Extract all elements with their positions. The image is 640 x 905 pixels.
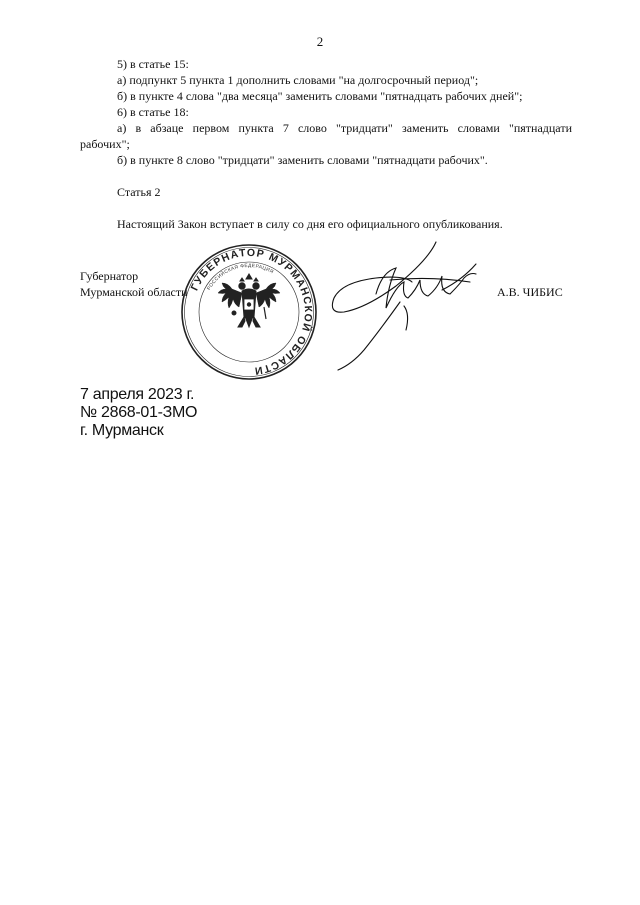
amendment-item-6a-line1: а) в абзаце первом пункта 7 слово "тридцати" заменить словами "пятнадцати xyxy=(117,121,572,135)
signatory-title-line1: Губернатор xyxy=(80,269,139,283)
amendment-item-5b: б) в пункте 4 слова "два месяца" заменить словами "пятнадцать рабочих дней"; xyxy=(117,89,523,103)
amendment-item-6b: б) в пункте 8 слово "тридцати" заменить словами "пятнадцати рабочих". xyxy=(117,153,488,167)
signatory-title xyxy=(80,268,188,300)
spacer xyxy=(80,168,572,184)
article-2-text: Настоящий Закон вступает в силу со дня его официального опубликования. xyxy=(117,217,503,231)
amendment-item-6a-line2: рабочих"; xyxy=(80,137,130,151)
law-date: 7 апреля 2023 г. xyxy=(80,386,195,403)
law-number: № 2868-01-ЗМО xyxy=(80,404,198,421)
law-details xyxy=(80,386,197,440)
official-seal xyxy=(180,243,318,381)
article-2-heading: Статья 2 xyxy=(117,185,161,199)
page-number: 2 xyxy=(316,34,324,49)
signer-name: А.В. ЧИБИС xyxy=(497,285,563,299)
signatory-title-line2: Мурманской области xyxy=(80,285,188,299)
spacer xyxy=(80,200,572,216)
handwritten-signature xyxy=(330,236,495,376)
amendment-item-5: 5) в статье 15: xyxy=(117,57,189,71)
law-city: г. Мурманск xyxy=(80,422,164,439)
double-headed-eagle-emblem xyxy=(218,274,280,327)
amendment-item-6: 6) в статье 18: xyxy=(117,105,189,119)
amendment-item-5a: а) подпункт 5 пункта 1 дополнить словами "на долгосрочный период"; xyxy=(117,73,479,87)
seal-inner-text: РОССИЙСКАЯ ФЕДЕРАЦИЯ xyxy=(206,263,275,292)
document-body xyxy=(80,56,572,232)
seal-outer-text: ГУБЕРНАТОР МУРМАНСКОЙ ОБЛАСТИ xyxy=(188,246,315,377)
